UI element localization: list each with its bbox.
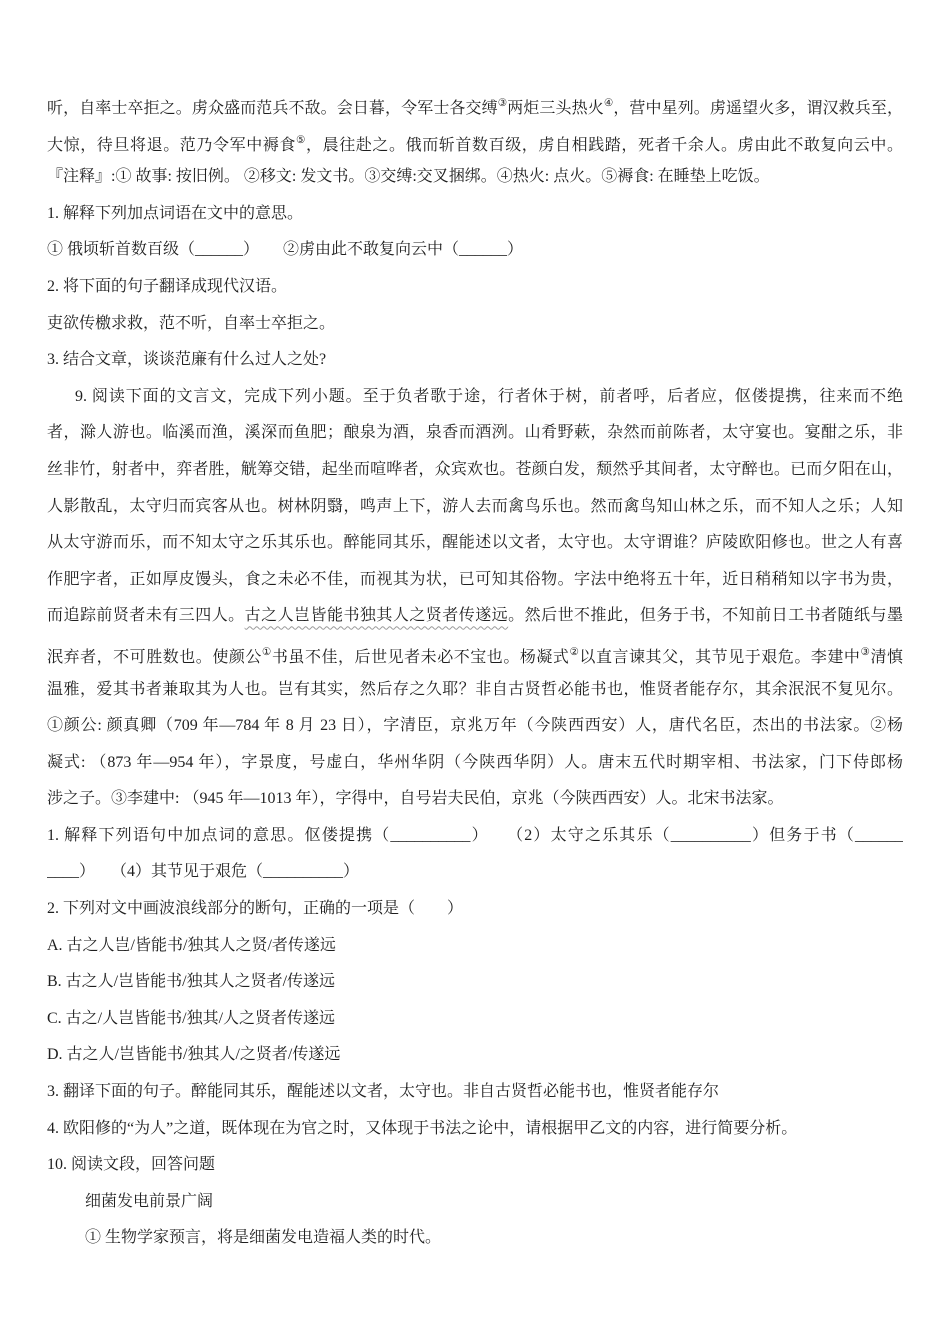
question-10-prompt <box>47 1147 903 1184</box>
passage-9-line-7 <box>47 598 903 635</box>
text-segment: A. 古之人岂/皆能书/独其人之贤/者传遂远 <box>47 936 336 954</box>
text-segment: 凝式: （873 年—954 年），字景度，号虚白，华州华阴（今陕西华阴）人。唐末五代时期宰相、书法家，门下侍郎杨 <box>47 753 903 771</box>
footnote-reference: ① <box>261 646 272 658</box>
passage-9-line-9 <box>47 672 903 709</box>
text-segment: 吏欲传檄求救，范不听，自率士卒拒之。 <box>47 314 336 332</box>
q9-3-prompt <box>47 1074 903 1111</box>
footnote-reference: ④ <box>603 98 614 109</box>
text-segment: 丝非竹，射者中，弈者胜，觥筹交错，起坐而喧哗者，众宾欢也。苍颜白发，颓然乎其间者，太守醉也。已而夕阳在山， <box>47 460 903 478</box>
text-segment: 听，自率士卒拒之。虏众盛而范兵不敌。会日暮，令军士各交缚 <box>47 100 498 117</box>
text-segment: 3. 翻译下面的句子。醉能同其乐，醒能述以文者，太守也。非自古贤哲必能书也，惟贤者能存尔 <box>47 1083 720 1101</box>
text-segment: 9. 阅读下面的文言文，完成下列小题。至于负者歌于途，行者休于树，前者呼，后者应，伛偻提携，往来而不绝 <box>75 387 903 405</box>
text-segment: 人影散乱，太守归而宾客从也。树林阴翳，鸣声上下，游人去而禽鸟乐也。然而禽鸟知山林之乐，而不知人之乐；人知 <box>47 497 903 515</box>
text-segment: 书虽不佳，后世见者未必不宝也。杨凝式 <box>271 648 570 666</box>
passage-9-line-3 <box>47 452 903 489</box>
question-1-blanks <box>47 232 903 269</box>
notes-line <box>47 159 903 196</box>
text-segment: B. 古之人/岂皆能书/独其人之贤者/传遂远 <box>47 973 336 991</box>
text-segment: 『注释』:① 故事: 按旧例。 ②移文: 发文书。③交缚:交叉捆绑。④热火: 点火。⑤褥食: 在睡垫上吃饭。 <box>47 168 770 186</box>
text-segment: 清慎 <box>870 648 903 666</box>
passage-9-line-1 <box>47 379 903 416</box>
q9-2-prompt <box>47 891 903 928</box>
reading-title <box>47 1184 903 1221</box>
passage-9-line-4 <box>47 489 903 526</box>
text-segment: 大惊，待旦将退。范乃令军中褥食 <box>47 136 296 154</box>
footnote-reference: ③ <box>497 98 508 109</box>
text-segment: 从太守游而乐，而不知太守之乐其乐也。醉能同其乐，醒能述以文者，太守也。太守谓谁？庐陵欧阳修也。世之人有喜 <box>47 534 903 552</box>
text-segment: ，营中星列。虏遥望火多，谓汉救兵至， <box>613 100 903 117</box>
text-segment: 4. 欧阳修的“为人”之道，既体现在为官之时，又体现于书法之论中，请根据甲乙文的内容，进行简要分析。 <box>47 1119 798 1137</box>
text-segment: 3. 结合文章，谈谈范廉有什么过人之处? <box>47 351 327 369</box>
text-segment: ①颜公: 颜真卿（709 年—784 年 8 月 23 日），字清臣，京兆万年（今陕西西安）人，唐代名臣，杰出的书法家。②杨 <box>47 717 903 735</box>
passage-8-line-2 <box>47 123 903 160</box>
wavy-underlined-text: 古之人岂皆能书独其人之贤者传遂远 <box>244 607 509 625</box>
question-1-prompt <box>47 196 903 233</box>
q9-2-option-a <box>47 928 903 965</box>
text-segment: ，晨往赴之。俄而斩首数百级，虏自相践踏，死者千余人。虏由此不敢复向云中。 <box>306 136 903 154</box>
text-segment: 者，滁人游也。临溪而渔，溪深而鱼肥；酿泉为酒，泉香而酒洌。山肴野蔌，杂然而前陈者，太守宴也。宴酣之乐，非 <box>47 424 903 442</box>
passage-9-line-5 <box>47 525 903 562</box>
text-segment: C. 古之/人岂皆能书/独其/人之贤者传遂远 <box>47 1009 336 1027</box>
passage-9-line-8 <box>47 635 903 672</box>
text-segment: 以直言谏其父，其节见于艰危。李建中 <box>579 648 861 666</box>
passage-9-line-6 <box>47 562 903 599</box>
question-2-prompt <box>47 269 903 306</box>
document-body <box>47 86 903 1257</box>
text-segment: 2. 将下面的句子翻译成现代汉语。 <box>47 277 288 295</box>
passage-9-line-2 <box>47 415 903 452</box>
text-segment: 泯弃者，不可胜数也。使颜公 <box>47 648 262 666</box>
text-segment: 1. 解释下列加点词语在文中的意思。 <box>47 204 304 222</box>
text-segment: 1. 解释下列语句中加点词的意思。伛偻提携（__________） （2）太守之乐其乐（__________）但务于书（______ <box>47 826 903 844</box>
footnote-reference: ⑤ <box>296 134 307 146</box>
q9-2-option-d <box>47 1037 903 1074</box>
text-segment: 温雅，爱其书者兼取其为人也。岂有其实，然后存之久耶？非自古贤哲必能书也，惟贤者能存尔，其余泯泯不复见尔。 <box>47 680 903 698</box>
text-segment: 涉之子。③李建中: （945 年—1013 年），字得中，自号岩夫民伯，京兆（今陕西西安）人。北宋书法家。 <box>47 790 784 808</box>
footnote-reference: ③ <box>860 646 871 658</box>
question-3-prompt <box>47 342 903 379</box>
text-segment: ① 俄顷斩首数百级（______） ②虏由此不敢复向云中（______） <box>47 241 524 259</box>
text-segment: 。然后世不推此，但务于书，不知前日工书者随纸与墨 <box>508 607 903 625</box>
passage-9-note-2 <box>47 745 903 782</box>
footnote-reference: ② <box>569 646 580 658</box>
text-segment: 两炬三头热火 <box>507 100 604 117</box>
q9-1-prompt-blanks <box>47 818 903 855</box>
text-segment: 10. 阅读文段，回答问题 <box>47 1156 216 1174</box>
q9-1-blanks-cont <box>47 854 903 891</box>
passage-9-note-3 <box>47 781 903 818</box>
text-segment: D. 古之人/岂皆能书/独其人/之贤者/传遂远 <box>47 1046 341 1064</box>
text-segment: 作肥字者，正如厚皮馒头，食之未必不佳，而视其为状，已可知其俗物。字法中绝将五十年，近日稍稍知以字书为贵， <box>47 570 903 588</box>
text-segment: ① 生物学家预言，将是细菌发电造福人类的时代。 <box>85 1229 442 1247</box>
q9-2-option-b <box>47 964 903 1001</box>
question-2-sentence <box>47 306 903 343</box>
text-segment: 而追踪前贤者未有三四人。 <box>47 607 245 625</box>
reading-sentence-1 <box>47 1220 903 1257</box>
q9-4-prompt <box>47 1111 903 1148</box>
text-segment: 细菌发电前景广阔 <box>85 1192 214 1210</box>
q9-2-option-c <box>47 1001 903 1038</box>
passage-8-line-1 <box>47 86 903 123</box>
passage-9-note-1 <box>47 708 903 745</box>
text-segment: 2. 下列对文中画波浪线部分的断句，正确的一项是（ ） <box>47 900 464 918</box>
text-segment: ____） （4）其节见于艰危（__________） <box>47 863 360 881</box>
